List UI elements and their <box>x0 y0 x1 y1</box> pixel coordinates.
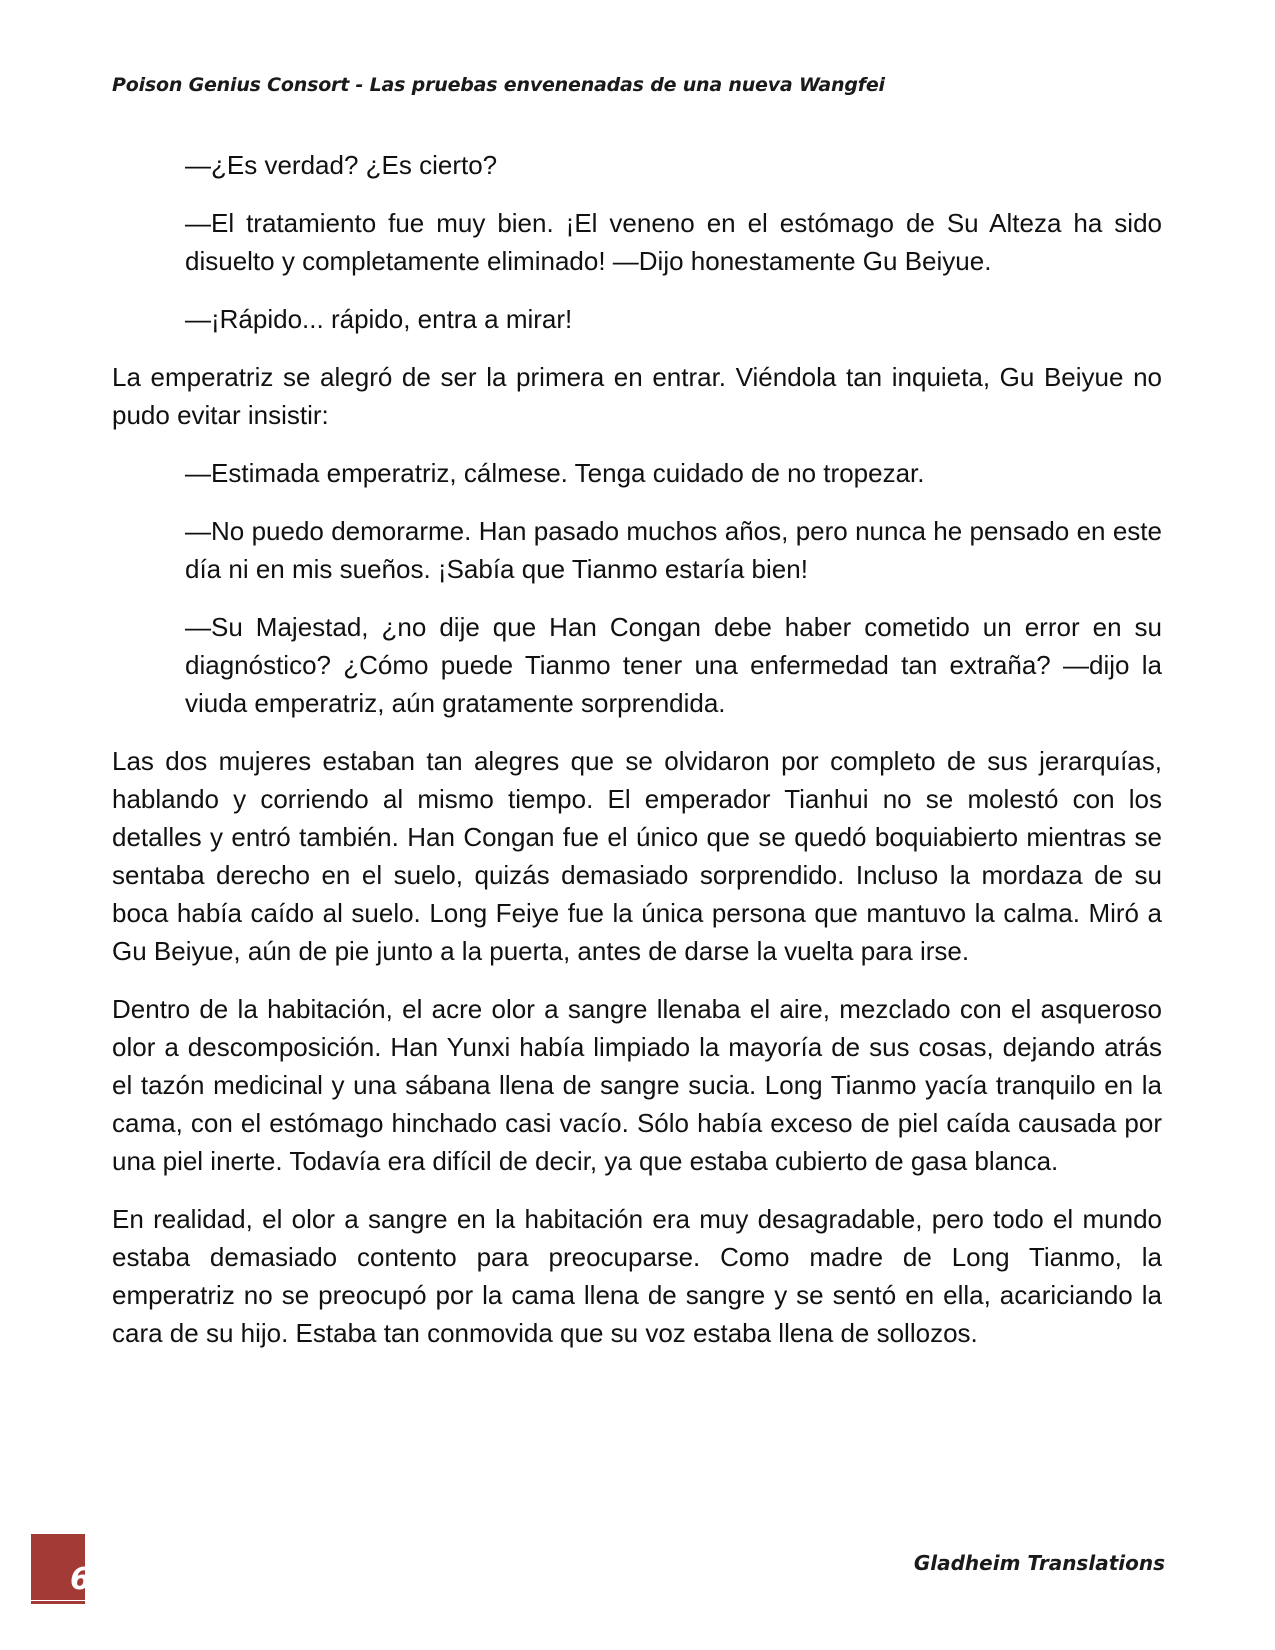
page-number-underline <box>31 1601 85 1604</box>
paragraph-dialog: —No puedo demorarme. Han pasado muchos años, pero nunca he pensado en este día ni en mis sueños. ¡Sabía que Tianmo estaría bien! <box>185 516 1162 584</box>
running-header: Poison Genius Consort - Las pruebas envenenadas de una nueva Wangfei <box>112 74 885 96</box>
paragraph-dialog: —¿Es verdad? ¿Es cierto? <box>185 150 498 180</box>
paragraph-dialog: —Estimada emperatriz, cálmese. Tenga cuidado de no tropezar. <box>185 458 925 488</box>
body-text <box>112 146 1162 1372</box>
paragraph-dialog: —Su Majestad, ¿no dije que Han Congan debe haber cometido un error en su diagnóstico? ¿Cómo puede Tianmo tener una enfermedad tan extraña? —dijo la viuda emperatriz, aún gratamente sorprendida. <box>185 612 1162 718</box>
paragraph: La emperatriz se alegró de ser la primera en entrar. Viéndola tan inquieta, Gu Beiyue no pudo evitar insistir: <box>112 362 1162 430</box>
paragraph: En realidad, el olor a sangre en la habitación era muy desagradable, pero todo el mundo estaba demasiado contento para preocuparse. Como madre de Long Tianmo, la emperatriz no se preocupó por la cama llena de sangre y se sentó en ella, acariciando la cara de su hijo. Estaba tan conmovida que su voz estaba llena de sollozos. <box>112 1204 1162 1348</box>
page-number: 6 <box>70 1562 91 1597</box>
paragraph: Las dos mujeres estaban tan alegres que se olvidaron por completo de sus jerarquías, hablando y corriendo al mismo tiempo. El emperador Tianhui no se molestó con los detalles y entró también. Han Congan fue el único que se quedó boquiabierto mientras se sentaba derecho en el suelo, quizás demasiado sorprendido. Incluso la mordaza de su boca había caído al suelo. Long Feiye fue la única persona que mantuvo la calma. Miró a Gu Beiyue, aún de pie junto a la puerta, antes de darse la vuelta para irse. <box>112 746 1162 966</box>
paragraph-dialog: —¡Rápido... rápido, entra a mirar! <box>185 304 573 334</box>
paragraph: Dentro de la habitación, el acre olor a sangre llenaba el aire, mezclado con el asqueroso olor a descomposición. Han Yunxi había limpiado la mayoría de sus cosas, dejando atrás el tazón medicinal y una sábana llena de sangre sucia. Long Tianmo yacía tranquilo en la cama, con el estómago hinchado casi vacío. Sólo había exceso de piel caída causada por una piel inerte. Todavía era difícil de decir, ya que estaba cubierto de gasa blanca. <box>112 994 1162 1176</box>
paragraph-dialog: —El tratamiento fue muy bien. ¡El veneno en el estómago de Su Alteza ha sido disuelto y completamente eliminado! —Dijo honestamente Gu Beiyue. <box>185 208 1162 276</box>
footer-credit: Gladheim Translations <box>913 1551 1165 1575</box>
